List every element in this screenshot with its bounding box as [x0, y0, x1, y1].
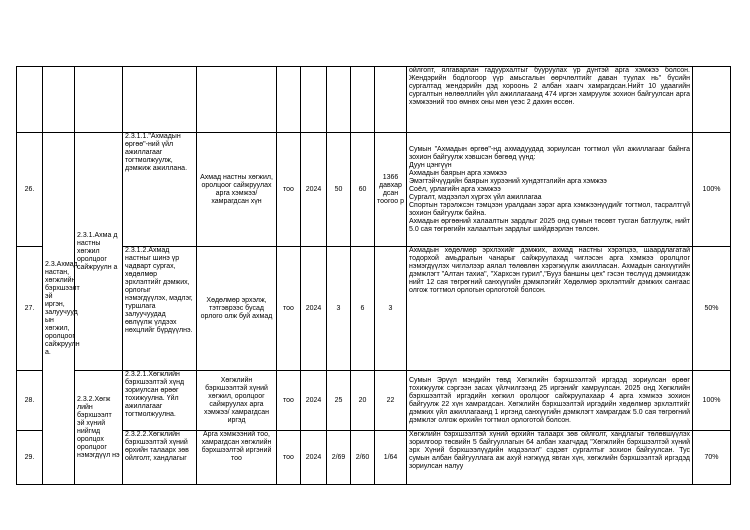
indicator-cell: Хөгжлийн бэрхшээлтэй хүний хөгжил, оролцоог сайжруулах арга хэмжээ/ хамрагдсан иргэд: [197, 371, 277, 431]
table-row: [17, 431, 731, 485]
report-table: [16, 66, 731, 485]
target-cell: 60: [351, 133, 375, 247]
year-cell: 2024: [301, 431, 327, 485]
percent-cell: 100%: [693, 371, 731, 431]
activity-cell: 2.3.1.1."Ахмадын өргөө"-ний үйл ажиллагааг тогтмолжуулж, дэмжиж ажиллана.: [123, 133, 197, 247]
target-cell: 20: [351, 371, 375, 431]
indicator-cell: Ахмад настны хөгжил, оролцоог сайжруулах арга хэмжээ/ хамрагдсан хүн: [197, 133, 277, 247]
goal-cell: 2.3.1.Ахма д настны хөгжил оролцоог сайжруулн а: [75, 133, 123, 371]
row-number: 29.: [17, 431, 43, 485]
actual-cell: 22: [375, 371, 407, 431]
base-cell: 2/69: [327, 431, 351, 485]
description-cell: Сумын "Ахмадын өргөө"-нд ахмадуудад зориулсан тогтмол үйл ажиллагааг байнга зохион байгуулж хэвшсэн бөгөөд үүнд: Дуун цэнгүүн Ахмадын баярын арга хэмжээ Эмэгтэйчүүдийн баярын хурээний хундэтгэлийн арга хэмжээ Соёл, урлагийн арга хэмжээ Сургалт, мэдээлэл хүргэх үйл ажиллагаа Спортын тэрэлжсэн тэмцээн уралдаан зэрэг арга хэмжээнүүдийг тогтмол, тасралтгүй зохион байгуулж байна. Ахмадын өргөөний халаалтын зардлыг 2025 онд сумын төсөвт тусган батлуулж, нийт 5.0 сая төгрөгийн халаалтын зардлыг шийдвэрлэн төлсөн.: [407, 133, 693, 247]
unit-cell: тоо: [277, 431, 301, 485]
table-row: [17, 133, 731, 247]
base-cell: 50: [327, 133, 351, 247]
year-cell: 2024: [301, 133, 327, 247]
table-row: [17, 67, 731, 133]
actual-cell: 1366 давхар дсан тоогоо р: [375, 133, 407, 247]
target-cell: 2/60: [351, 431, 375, 485]
table-row: [17, 371, 731, 431]
year-cell: 2024: [301, 371, 327, 431]
goal-cell: 2.3.2.Хөгж лийн бэрхшээлт эй хүний нийгмд оролцох оролцоог нэмэгдүүл нэ: [75, 371, 123, 485]
base-cell: 3: [327, 247, 351, 371]
activity-cell: 2.3.1.2.Ахмад настныг шинэ үр чадварт сургах, хөдөлмөр эрхлэлтийг дэмжих, орлогыг нэмэгдүүлэх, мэдлэг, туршлага залуучуудад өвлүүлж үлдээх нөхцлийг бүрдүүлнэ.: [123, 247, 197, 371]
percent-cell: 50%: [693, 247, 731, 371]
actual-cell: 1/64: [375, 431, 407, 485]
activity-cell: 2.3.2.2.Хөгжлийн бэрхшээлтэй хүний өрхийн талаарх зөв ойлголт, хандлагыг: [123, 431, 197, 485]
unit-cell: тоо: [277, 371, 301, 431]
row-number: 27.: [17, 247, 43, 371]
indicator-cell: Хөдөлмөр эрхэлж, тэтгэврээс бусад орлого олж буй ахмад: [197, 247, 277, 371]
percent-cell: 100%: [693, 133, 731, 247]
unit-cell: тоо: [277, 133, 301, 247]
indicator-cell: Арга хэмжээний тоо, хамрагдсан хөгжлийн бэрхшээлтэй иргэний тоо: [197, 431, 277, 485]
description-cell: Ахмадын хөдөлмөр эрхлэхийг дэмжих, ахмад настны хэрэгцээ, шаардлагатай тодорхой амьдралын чанарыг сайжруулахад чиглэсэн арга хэмжээ оролцлог нэмэгдүүлэх чиглэлээр аялал төлөвлөн хэрэгжүүлж ажилласан. Ахмадын санхүүгийн дэмжлэгт "Алтан тахиа", "Хархсэн гурил","Бууз баншны цех" гэсэн төслүүд дэмжигдэж нийт 12 сая төгрөгний санхүүгийн дэмжлэгийг Хөдөлмөр эрхлэлтийг дэмжих сангаас олгож тогтмол орлогын орлоготой болсон.: [407, 247, 693, 371]
year-cell: 2024: [301, 247, 327, 371]
base-cell: 25: [327, 371, 351, 431]
activity-cell: 2.3.2.1.Хөгжлийн бэрхшээлтэй хүнд зориулсан өрөөг тохижуулна. Үйл ажиллагааг тогтмолжуулна.: [123, 371, 197, 431]
row-number: 28.: [17, 371, 43, 431]
percent-cell: 70%: [693, 431, 731, 485]
description-cell: Сумын Эрүүл мэндийн төвд Хөгжлийн бэрхшээлтэй иргэдэд зориулсан өрөөг тохижуулж сэргээн засах үйлчилгээнд 25 иргэнийг хамруулсан. 2025 онд Хөгжлийн бэрхшээлтэй иргэдийн хөгжил оролцоог сайжруулахаар 4 арга хэмжээ зохион байгуулж 22 хүн хамрагдсан. Хөгжлийн бэрхшээлтэй иргэдийн хөдөлмөр эрхлэлтийг дэмжих үйл ажиллагаанд 1 иргэнд санхүүгийн дэмжлэгт хамрагдаж 5.0 сая төгрөгний дэмжлэг олгож өрхийн тогтмол орлоготой болсон.: [407, 371, 693, 431]
row-number: 26.: [17, 133, 43, 247]
description-cell: Хөгжлийн бэрхшээлтэй хүний өрхийн талаарх зөв ойлголт, хандлагыг төлөвшүүлэх зорилгоор төсвийн 5 байгууллагын 64 албан хаагчдад "Хөгжлийн бэрхшээлтэй хүний эрх Хүний бэрхшээлүүдийн мэдээлэл" сэдэвт сургалтыг зохион байгуулсан. Тус сумын албан байгууллага аж ахуй нэгжүүд явган хүн, хөгжлийн бэрхшээлтэй иргэдэд зориулсан налуу: [407, 431, 693, 485]
prev-description: ойлгопт, ялгаварлан гадуурхалтыг бууруулах үр дүнтэй арга хэмжээ болсон. Жендэрийн бодлогоор үүр амьсгалын өөрчлөлтийг даван туулах нь" бүсийн сургалтад жендэрийн дэд хороонь 2 албан хаагч хамрагдсан.Нийт 10 удаагийн сургалтын нөлөөллийн үйл ажиллагаанд 474 иргэн хамруулж зохион байгуулсан арга хэмжээний тоо өмнөх оны мөн үеэс 2 дахин өссөн.: [407, 67, 693, 133]
target-cell: 6: [351, 247, 375, 371]
table-row: [17, 247, 731, 371]
unit-cell: тоо: [277, 247, 301, 371]
actual-cell: 3: [375, 247, 407, 371]
area-cell: 2.3.Ахмад настан, хөгжлийн бэрхшээлт эй иргэн, залуучууд ын хөгжил, оролцоог сайжруулн а.: [43, 133, 75, 485]
